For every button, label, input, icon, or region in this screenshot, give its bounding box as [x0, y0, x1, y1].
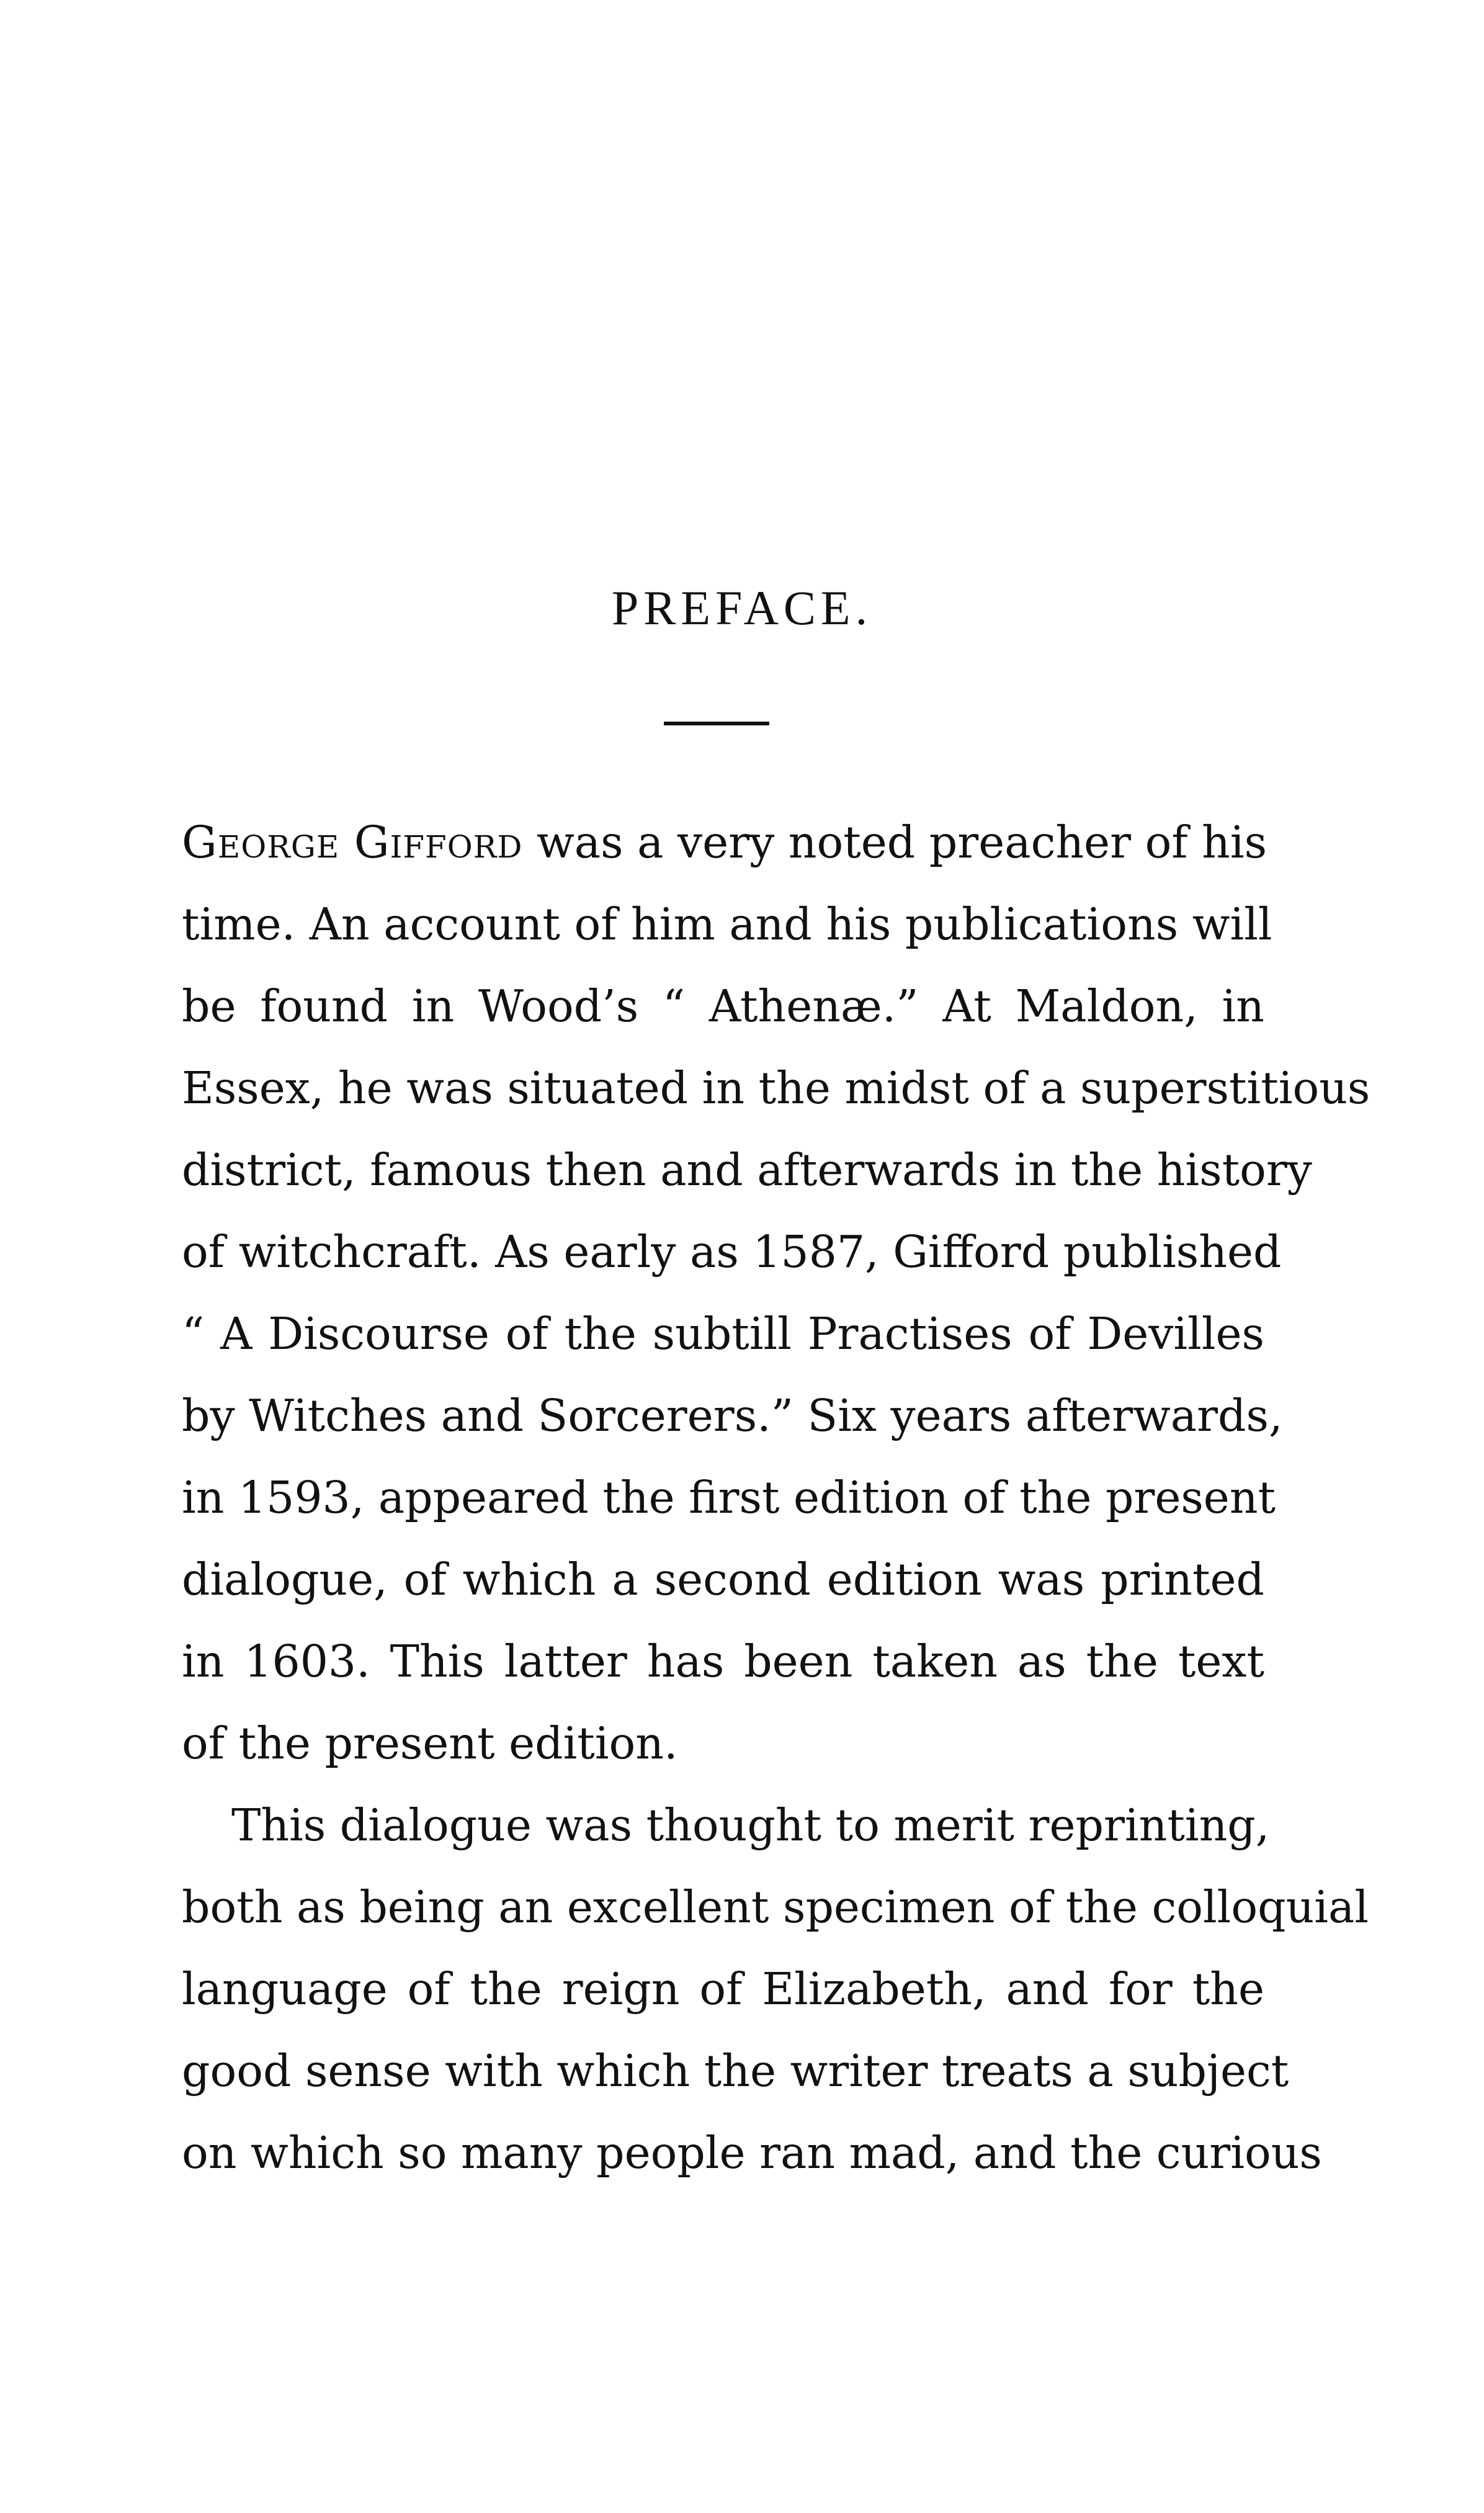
text-line-rest: was a very noted preacher of his: [537, 817, 1267, 868]
text-line: time. An account of him and his publications will: [182, 898, 1272, 950]
text-line: Essex, he was situated in the midst of a superstitious: [182, 1062, 1370, 1114]
text-line: of the present edition.: [182, 1718, 678, 1769]
text-line: in 1603. This latter has been taken as the text: [182, 1636, 1264, 1687]
text-line: language of the reign of Elizabeth, and for the: [182, 1963, 1264, 2015]
text-line: in 1593, appeared the first edition of the present: [182, 1472, 1276, 1523]
title-divider: [664, 722, 769, 725]
text-line: both as being an excellent specimen of the colloquial: [182, 1881, 1369, 1933]
text-line: on which so many people ran mad, and the curious: [182, 2127, 1322, 2179]
author-name: George Gifford: [182, 817, 523, 868]
text-line: This dialogue was thought to merit reprinting,: [231, 1799, 1270, 1851]
text-line: by Witches and Sorcerers.” Six years afterwards,: [182, 1390, 1283, 1441]
text-line: good sense with which the writer treats a subject: [182, 2045, 1289, 2097]
text-line: district, famous then and afterwards in the history: [182, 1144, 1312, 1196]
text-line: [182, 802, 1267, 884]
text-line: “ A Discourse of the subtill Practises of Devilles: [182, 1308, 1264, 1360]
text-line: dialogue, of which a second edition was printed: [182, 1554, 1264, 1605]
text-line: of witchcraft. As early as 1587, Gifford published: [182, 1226, 1282, 1278]
page-title: PREFACE.: [611, 581, 873, 635]
text-line: be found in Wood’s “ Athenæ.” At Maldon, in: [182, 980, 1264, 1032]
